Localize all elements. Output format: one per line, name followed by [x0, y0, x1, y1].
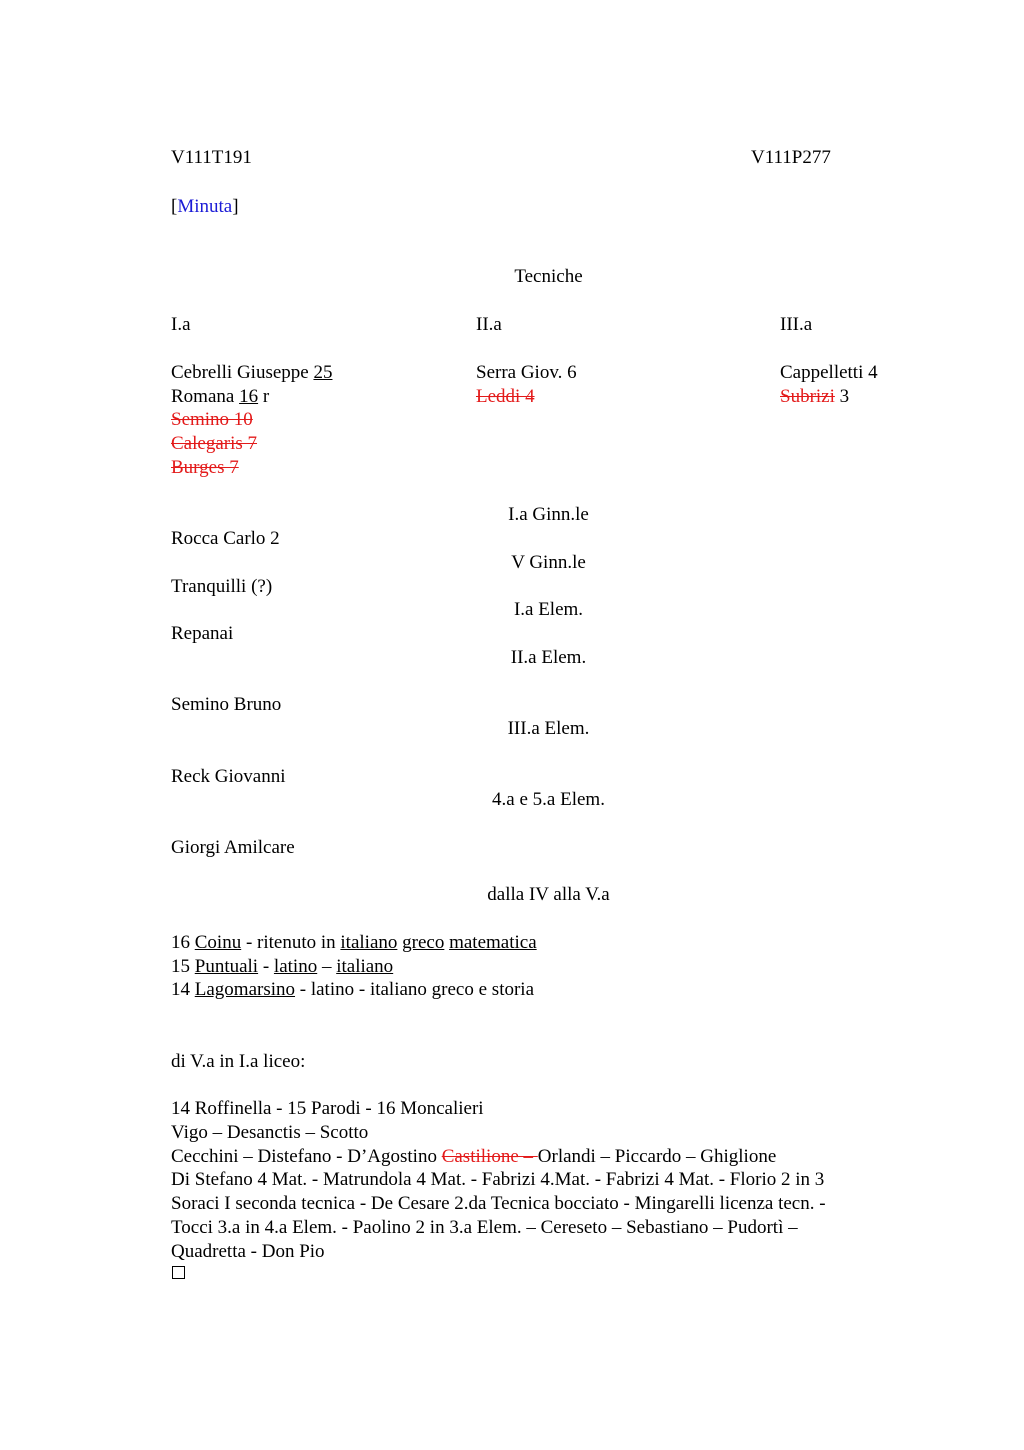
col1-deleted-3: Burges 7	[171, 457, 239, 478]
col1-heading: I.a	[171, 314, 191, 335]
section-iv-v: dalla IV alla V.a	[487, 884, 610, 905]
col2-row1: Serra Giov. 6	[476, 362, 577, 383]
col1-deleted-1: Semino 10	[171, 409, 253, 430]
col1-row1: Cebrelli Giuseppe 25	[171, 362, 333, 383]
section-elem-1: I.a Elem.	[513, 599, 584, 620]
col1-deleted-2: Calegaris 7	[171, 433, 258, 454]
section-ginnasio-1: I.a Ginn.le	[508, 504, 589, 525]
section-elem-3: III.a Elem.	[507, 718, 590, 739]
result-line-2: 15 Puntuali - latino – italiano	[171, 956, 394, 977]
checkbox-square-icon	[172, 1266, 185, 1279]
liceo-line-4: Di Stefano 4 Mat. - Matrundola 4 Mat. - Fabrizi 4.Mat. - Fabrizi 4 Mat. - Florio 2 in 3	[171, 1169, 825, 1190]
document-code-left: V111T191	[171, 147, 252, 168]
liceo-line-6: Tocci 3.a in 4.a Elem. - Paolino 2 in 3.a Elem. – Cereseto – Sebastiano – Pudortì –	[171, 1217, 798, 1238]
draft-note	[171, 195, 239, 219]
name-reck: Reck Giovanni	[171, 766, 286, 787]
liceo-line-2: Vigo – Desanctis – Scotto	[171, 1122, 369, 1143]
name-semino-bruno: Semino Bruno	[171, 694, 282, 715]
bracket-close: ]	[232, 196, 239, 217]
name-repanai: Repanai	[171, 623, 234, 644]
liceo-line-7: Quadretta - Don Pio	[171, 1241, 325, 1262]
result-line-3: 14 Lagomarsino - latino - italiano greco e storia	[171, 979, 535, 1000]
section-elem-2: II.a Elem.	[510, 647, 587, 668]
bracket-open: [	[171, 196, 178, 217]
col3-row2: Subrizi 3	[780, 386, 850, 407]
name-rocca: Rocca Carlo 2	[171, 528, 280, 549]
liceo-line-5: Soraci I seconda tecnica - De Cesare 2.da Tecnica bocciato - Mingarelli licenza tecn. -	[171, 1193, 826, 1214]
document-code-right: V111P277	[751, 147, 831, 168]
col1-row2: Romana 16 r	[171, 386, 270, 407]
liceo-line-3: Cecchini – Distefano - D’Agostino Castilione – Orlandi – Piccardo – Ghiglione	[171, 1146, 777, 1167]
col2-deleted-1: Leddi 4	[476, 386, 535, 407]
section-ginnasio-5: V Ginn.le	[511, 552, 586, 573]
section-title-tecniche: Tecniche	[514, 266, 583, 287]
liceo-line-1: 14 Roffinella - 15 Parodi - 16 Moncalieri	[171, 1098, 484, 1119]
liceo-heading: di V.a in I.a liceo:	[171, 1051, 306, 1072]
col3-heading: III.a	[780, 314, 813, 335]
result-line-1: 16 Coinu - ritenuto in italiano greco matematica	[171, 932, 537, 953]
col3-row1: Cappelletti 4	[780, 362, 878, 383]
name-giorgi: Giorgi Amilcare	[171, 837, 295, 858]
minuta-label: Minuta	[177, 196, 233, 217]
section-elem-4-5: 4.a e 5.a Elem.	[492, 789, 605, 810]
col2-heading: II.a	[476, 314, 502, 335]
name-tranquilli: Tranquilli (?)	[171, 576, 273, 597]
